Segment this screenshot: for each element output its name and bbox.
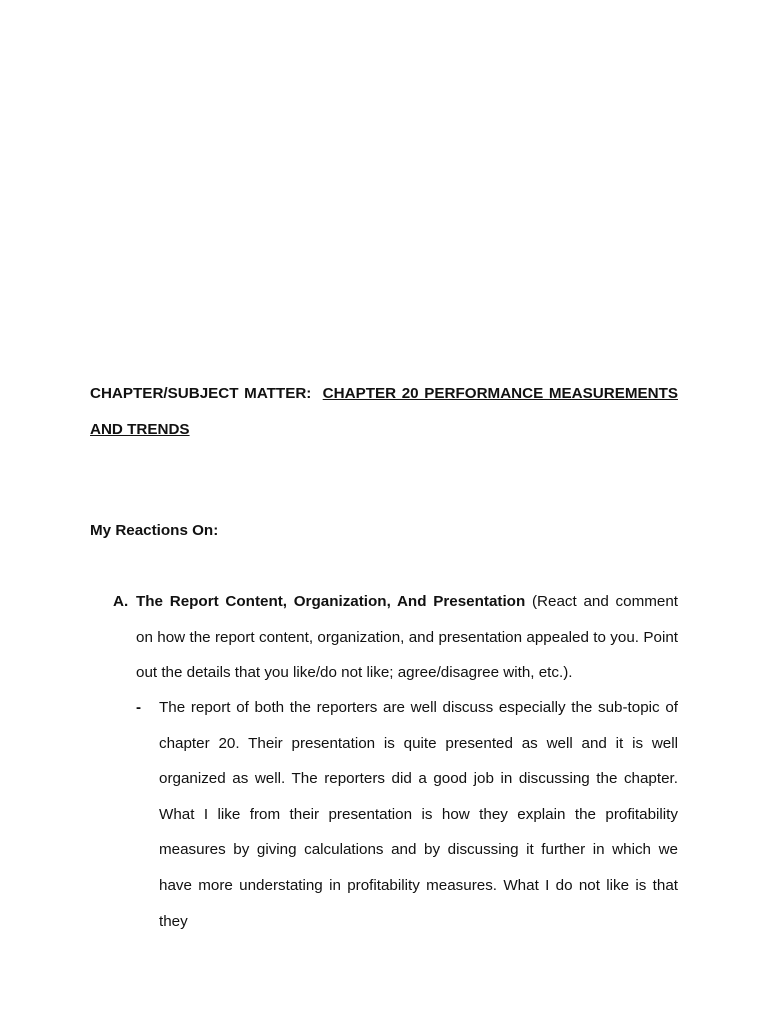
reactions-heading: My Reactions On: [90, 522, 219, 539]
chapter-label: CHAPTER/SUBJECT MATTER: [90, 385, 312, 402]
section-a-body [136, 584, 678, 691]
chapter-title-part-1: CHAPTER 20 PERFORMANCE MEASUREMENTS [322, 385, 678, 402]
section-a-marker: A. [113, 593, 129, 610]
response-bullet: - [136, 699, 142, 716]
chapter-heading-line-1 [90, 376, 678, 412]
section-a-title: The Report Content, Organization, And Presentation [136, 593, 526, 610]
chapter-title-part-2: AND TRENDS [90, 420, 190, 438]
section-a-response: The report of both the reporters are well discuss especially the sub-topic of chapter 20. Their presentation is quite presented as well and it is well organized as well. The reporters did a good job in discussing the chapter. What I like from their presentation is how they explain the profitability measures by giving calculations and by discussing it further in which we have more understating in profitability measures. What I do not like is that they [159, 699, 678, 930]
section-a-instructions: (React and comment on how the report content, organization, and presentation appealed to you. Point out the details that you like/do not like; agree/disagree with, etc.). [136, 593, 678, 682]
